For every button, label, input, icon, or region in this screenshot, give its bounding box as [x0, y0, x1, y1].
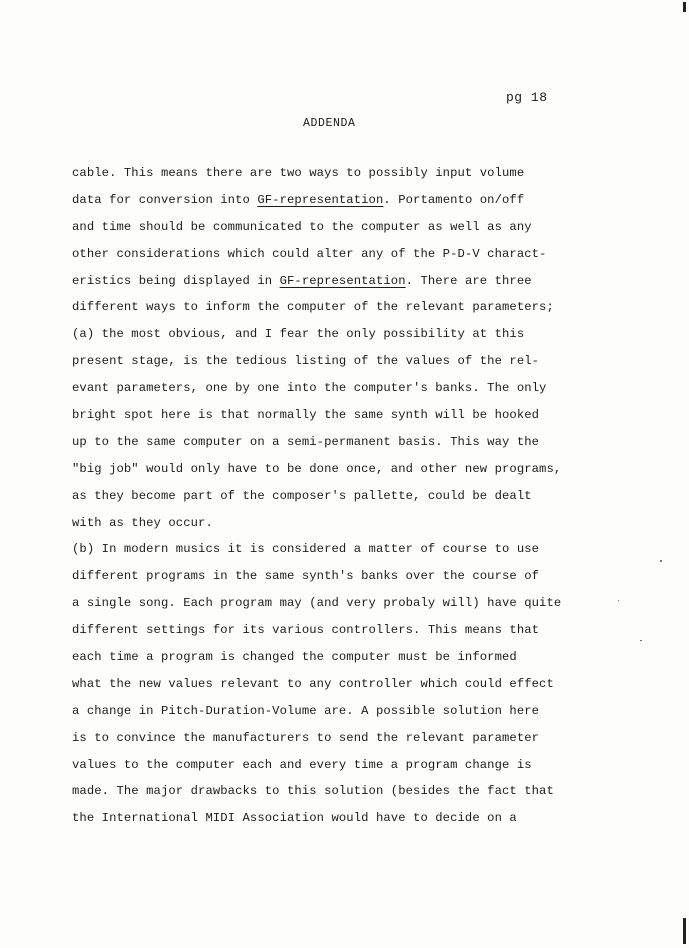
text-line: a single song. Each program may (and very probaly will) have quite — [72, 596, 562, 611]
text-line: made. The major drawbacks to this solution (besides the fact that — [72, 784, 554, 799]
text-line: with as they occur. — [72, 515, 213, 530]
text-line: evant parameters, one by one into the computer's banks. The only — [72, 381, 547, 396]
text-line: (a) the most obvious, and I fear the only possibility at this — [72, 327, 525, 342]
text-line: each time a program is changed the computer must be informed — [72, 650, 517, 665]
text-line: values to the computer each and every time a program change is — [72, 757, 532, 772]
text-line: and time should be communicated to the computer as well as any — [72, 219, 532, 234]
text-line: what the new values relevant to any controller which could effect — [72, 676, 554, 691]
text-line: (b) In modern musics it is considered a matter of course to use — [72, 542, 540, 557]
text-line: bright spot here is that normally the same synth will be hooked — [72, 408, 540, 423]
text-line: different settings for its various controllers. This means that — [72, 623, 540, 638]
scan-edge-mark — [683, 2, 686, 12]
text-line: the International MIDI Association would have to decide on a — [72, 811, 517, 826]
text-line: different ways to inform the computer of the relevant parameters; — [72, 300, 554, 315]
text-line: as they become part of the composer's pallette, could be dealt — [72, 488, 532, 503]
section-heading: ADDENDA — [303, 117, 356, 130]
text-line: up to the same computer on a semi-permanent basis. This way the — [72, 434, 540, 449]
page-number: pg 18 — [506, 90, 548, 105]
text-line: present stage, is the tedious listing of the values of the rel- — [72, 354, 540, 369]
text-line: is to convince the manufacturers to send the relevant parameter — [72, 730, 540, 745]
underlined-term: GF-representation — [279, 273, 406, 288]
text-line: other considerations which could alter any of the P-D-V charact- — [72, 246, 547, 261]
scan-speck — [640, 640, 642, 641]
underlined-term: GF-representation — [257, 192, 384, 207]
text-line: cable. This means there are two ways to possibly input volume — [72, 166, 525, 180]
text-line: different programs in the same synth's banks over the course of — [72, 569, 540, 584]
body-text — [72, 160, 632, 832]
scan-speck — [660, 560, 662, 562]
text-line: a change in Pitch-Duration-Volume are. A possible solution here — [72, 703, 540, 718]
text-line: "big job" would only have to be done once, and other new programs, — [72, 461, 562, 476]
text-line: data for conversion into GF-representation. Portamento on/off — [72, 192, 525, 207]
scan-edge-mark — [683, 918, 686, 944]
text-line: eristics being displayed in GF-representation. There are three — [72, 273, 532, 288]
scan-speck — [618, 600, 619, 601]
